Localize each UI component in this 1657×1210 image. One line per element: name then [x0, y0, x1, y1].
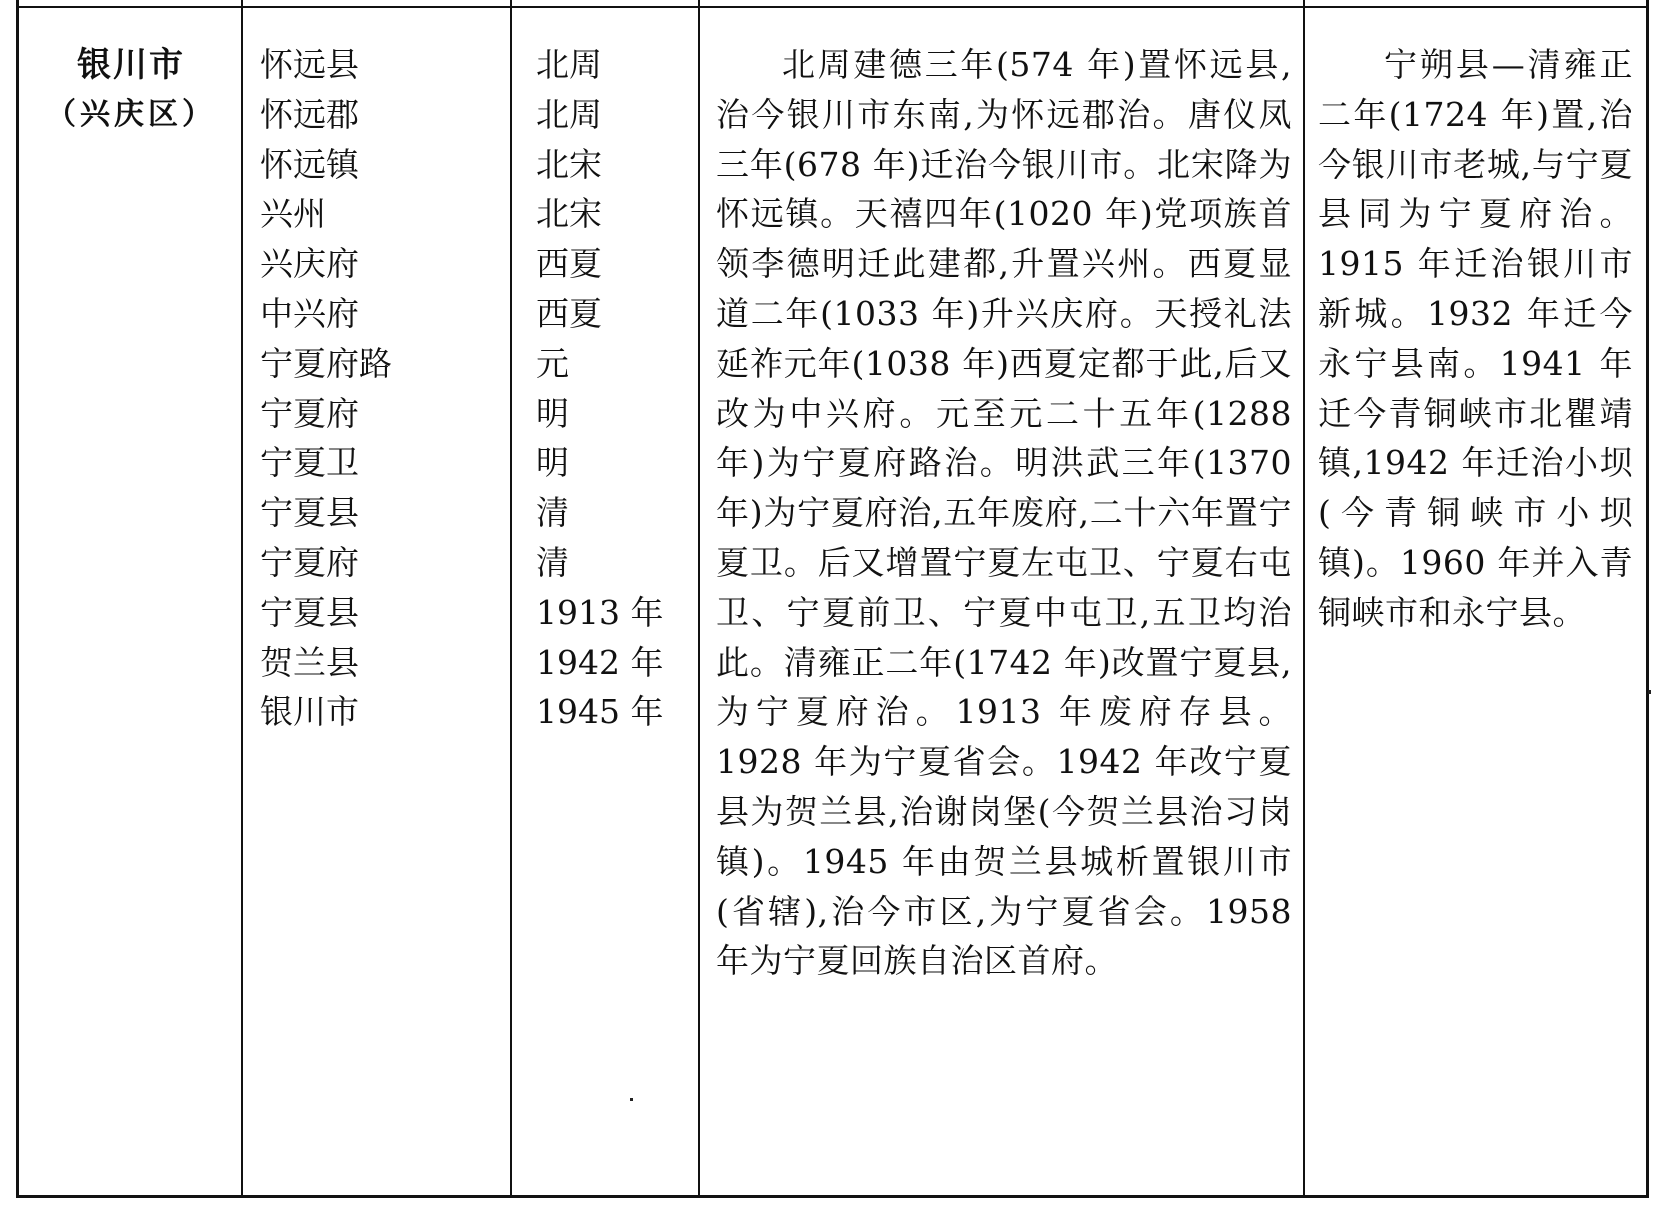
table-top-rule — [16, 6, 1649, 8]
historical-name-item: 怀远县 — [260, 45, 359, 84]
historical-name-item: 怀远郡 — [260, 94, 359, 134]
historical-name-item: 怀远镇 — [260, 144, 359, 184]
historical-name-item: 宁夏府 — [260, 542, 359, 582]
historical-name-item: 宁夏县 — [260, 493, 359, 533]
period-item: 清 — [536, 493, 569, 533]
place-district: （兴庆区） — [46, 97, 216, 132]
historical-name-item: 宁夏府 — [260, 393, 359, 433]
notes-text: 宁朔县—清雍正二年(1724 年)置,治今银川市老城,与宁夏县同为宁夏府治。1915 年迁治银川市新城。1932 年迁今永宁县南。1941 年迁今青铜峡市北瞿靖镇,1942 年迁治小坝(今青铜峡市小坝镇)。1960 年并入青铜峡市和永宁县。 — [1318, 45, 1633, 632]
historical-name-item: 宁夏卫 — [260, 443, 359, 483]
period-item: 元 — [536, 343, 569, 383]
column-divider — [698, 0, 700, 1198]
notes-cell — [1318, 40, 1633, 638]
period-item: 北宋 — [536, 194, 602, 234]
scan-speck — [1648, 690, 1651, 694]
historical-name-item: 贺兰县 — [260, 642, 359, 682]
column-divider — [510, 0, 512, 1198]
scan-speck — [630, 1098, 633, 1101]
evolution-text: 北周建德三年(574 年)置怀远县,治今银川市东南,为怀远郡治。唐仪凤三年(678 年)迁治今银川市。北宋降为怀远镇。天禧四年(1020 年)党项族首领李德明迁此建都,升置兴州。西夏显道二年(1033 年)升兴庆府。天授礼法延祚元年(1038 年)西夏定都于此,后又改为中兴府。元至元二十五年(1288 年)为宁夏府路治。明洪武三年(1370 年)为宁夏府治,五年废府,二十六年置宁夏卫。后又增置宁夏左屯卫、宁夏右屯卫、宁夏前卫、宁夏中屯卫,五卫均治此。清雍正二年(1742 年)改置宁夏县,为宁夏府治。1913 年废府存县。1928 年为宁夏省会。1942 年改宁夏县为贺兰县,治谢岗堡(今贺兰县治习岗镇)。1945 年由贺兰县城析置银川市(省辖),治今市区,为宁夏省会。1958 年为宁夏回族自治区首府。 — [716, 45, 1292, 981]
period-item: 北周 — [536, 94, 602, 134]
period-item: 北周 — [536, 45, 602, 84]
period-item: 1913 年 — [536, 592, 664, 632]
period-item: 明 — [536, 393, 569, 433]
place-cell — [19, 40, 243, 140]
period-item: 1945 年 — [536, 692, 664, 732]
period-item: 北宋 — [536, 144, 602, 184]
historical-name-item: 宁夏县 — [260, 592, 359, 632]
column-divider — [1303, 0, 1305, 1198]
historical-name-item: 中兴府 — [260, 293, 359, 333]
period-item: 清 — [536, 542, 569, 582]
historical-name-item: 银川市 — [260, 692, 359, 732]
period-item: 1942 年 — [536, 642, 664, 682]
period-item: 明 — [536, 443, 569, 483]
periods-column — [536, 40, 696, 737]
period-item: 西夏 — [536, 244, 602, 284]
historical-name-item: 兴庆府 — [260, 244, 359, 284]
period-item: 西夏 — [536, 293, 602, 333]
historical-name-item: 宁夏府路 — [260, 343, 392, 383]
place-name: 银川市 — [77, 45, 185, 85]
historical-name-item: 兴州 — [260, 194, 326, 234]
evolution-cell — [716, 40, 1292, 986]
column-divider — [241, 0, 243, 1198]
historical-names-column — [260, 40, 500, 737]
